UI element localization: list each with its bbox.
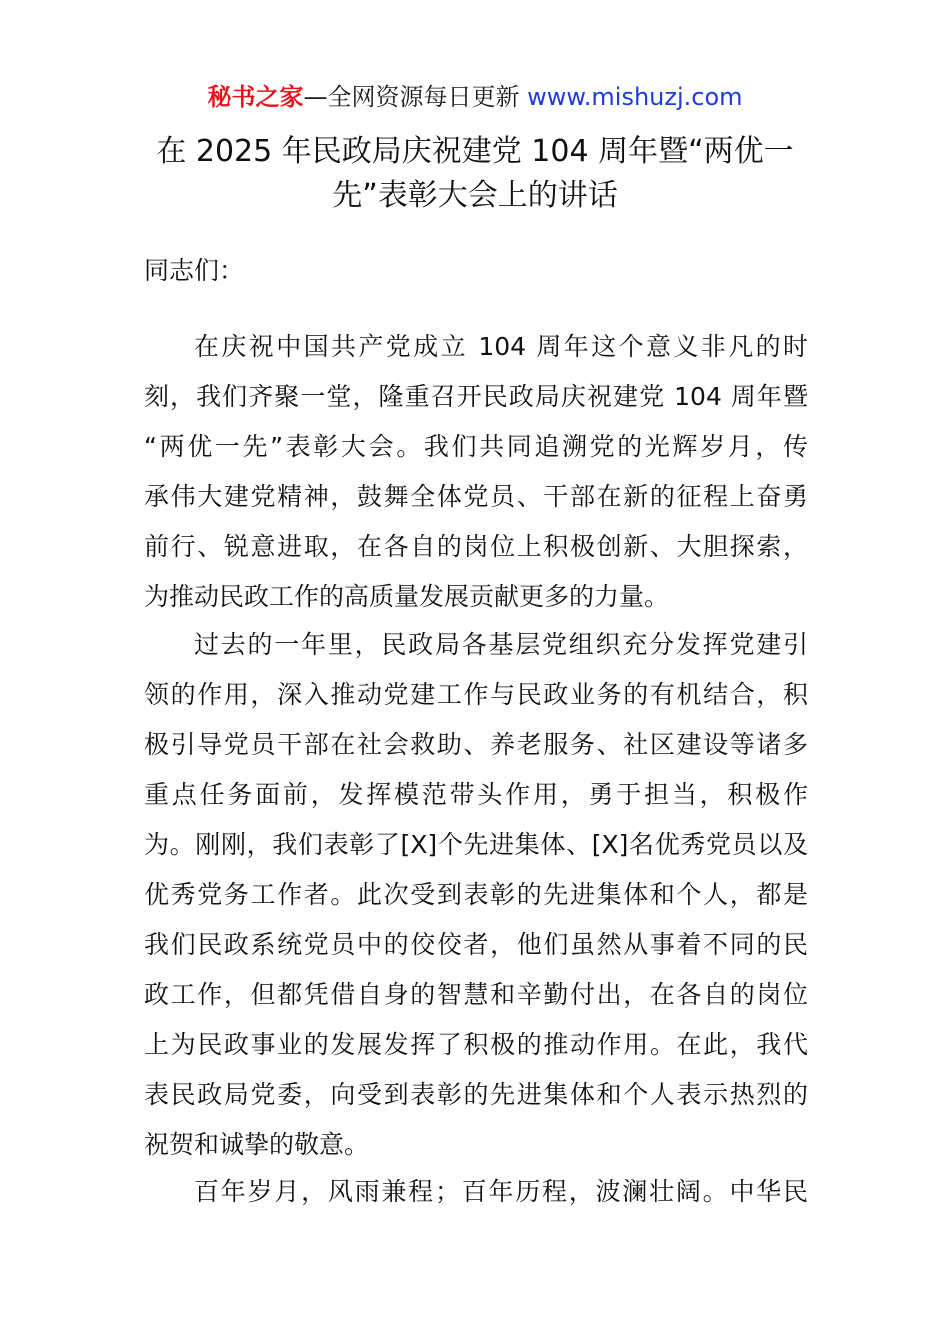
- paragraph-line: 领的作用，深入推动党建工作与民政业务的有机结合，积: [144, 680, 808, 709]
- document-title-line-2: 先”表彰大会上的讲话: [332, 178, 618, 213]
- paragraph-1: [144, 322, 808, 622]
- paragraph-line: 表民政局党委，向受到表彰的先进集体和个人表示热烈的: [144, 1080, 808, 1109]
- paragraph-line: 承伟大建党精神，鼓舞全体党员、干部在新的征程上奋勇: [144, 482, 808, 511]
- paragraph-line: 百年岁月，风雨兼程；百年历程，波澜壮阔。中华民: [194, 1177, 808, 1206]
- paragraph-line: 上为民政事业的发展发挥了积极的推动作用。在此，我代: [144, 1030, 808, 1059]
- paragraph-line: “两优一先”表彰大会。我们共同追溯党的光辉岁月，传: [144, 432, 808, 461]
- paragraph-line: 政工作，但都凭借自身的智慧和辛勤付出，在各自的岗位: [144, 980, 808, 1009]
- greeting: 同志们：: [144, 256, 245, 285]
- brand-name: 秘书之家: [207, 83, 304, 111]
- paragraph-line: 极引导党员干部在社会救助、养老服务、社区建设等诸多: [144, 730, 808, 759]
- paragraph-line: 过去的一年里，民政局各基层党组织充分发挥党建引: [194, 630, 808, 659]
- site-url-link[interactable]: www.mishuzj.com: [527, 83, 743, 111]
- paragraph-line: 刻，我们齐聚一堂，隆重召开民政局庆祝建党 104 周年暨: [144, 382, 808, 411]
- paragraph-line: 为推动民政工作的高质量发展贡献更多的力量。: [144, 582, 670, 611]
- paragraph-line: 优秀党务工作者。此次受到表彰的先进集体和个人，都是: [144, 880, 808, 909]
- paragraph-line: 重点任务面前，发挥模范带头作用，勇于担当，积极作: [144, 780, 808, 809]
- paragraph-line: 我们民政系统党员中的佼佼者，他们虽然从事着不同的民: [144, 930, 808, 959]
- paragraph-line: 祝贺和诚挚的敬意。: [144, 1130, 370, 1159]
- paragraph-2: [144, 620, 808, 1170]
- paragraph-line: 前行、锐意进取，在各自的岗位上积极创新、大胆探索，: [144, 532, 808, 561]
- banner-slogan: —全网资源每日更新: [303, 83, 528, 111]
- site-banner: [0, 81, 950, 113]
- paragraph-line: 为。刚刚，我们表彰了[X]个先进集体、[X]名优秀党员以及: [144, 830, 808, 859]
- paragraph-line: 在庆祝中国共产党成立 104 周年这个意义非凡的时: [194, 332, 808, 361]
- document-title-line-1: 在 2025 年民政局庆祝建党 104 周年暨“两优一: [156, 134, 794, 169]
- paragraph-3: [144, 1167, 808, 1217]
